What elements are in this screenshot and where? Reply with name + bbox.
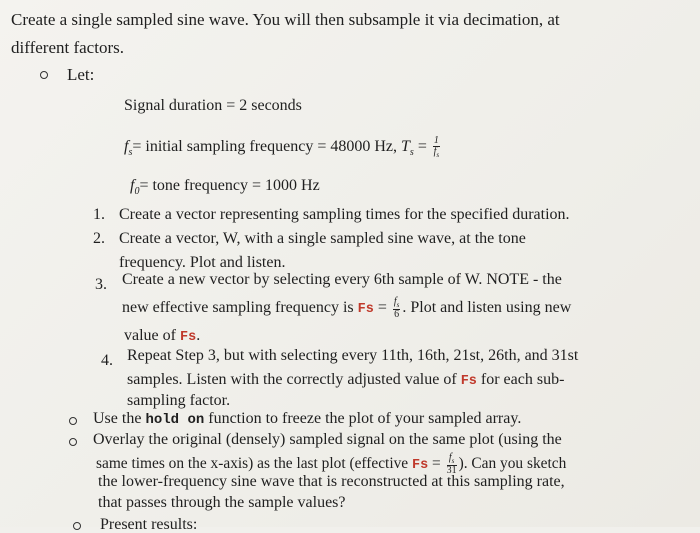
step-3-text-a: Create a new vector by selecting every 6th sample of W. NOTE - the	[122, 271, 562, 288]
step-4-text-a: Repeat Step 3, but with selecting every 11th, 16th, 21st, 26th, and 31st	[127, 347, 579, 364]
bullet-icon	[40, 71, 48, 79]
hold-on-code: hold on	[145, 412, 205, 428]
bullet-icon	[69, 438, 77, 446]
overlay-line-1: Overlay the original (densely) sampled signal on the same plot (using the	[93, 431, 562, 448]
fs-code: Fs	[179, 330, 197, 345]
fs-definition: = initial sampling frequency = 48000 Hz,	[132, 138, 402, 156]
signal-duration: Signal duration = 2 seconds	[124, 97, 302, 114]
step-2-text-b: frequency. Plot and listen.	[119, 254, 286, 271]
hold-on-line: Use the hold on function to freeze the plot of your sampled array.	[93, 410, 522, 428]
fo-definition: = tone frequency = 1000 Hz	[139, 177, 320, 194]
step-3-text-b: new effective sampling frequency is Fs = $\frac{f_s}{6}$ . Plot and listen using new	[122, 296, 572, 320]
ts-fraction: $\frac{1}{f_s}$	[433, 135, 440, 159]
step-1-number: 1.	[93, 206, 105, 223]
tone-frequency-line: $f_0=$ tone frequency = 1000 Hz	[130, 177, 320, 198]
sampling-frequency-line: $f_s=$ initial sampling frequency = 48000 Hz, $T_s$ = $\frac{1}{f_s}$	[124, 135, 440, 159]
step-1-text: Create a vector representing sampling times for the specified duration.	[119, 206, 570, 223]
overlay-line-4: that passes through the sample values?	[98, 494, 346, 511]
overlay-line-2: same times on the x-axis) as the last plot (effective Fs = $\frac{f_s}{31}$ ). Can you sketch	[96, 452, 567, 476]
fs-code: Fs	[357, 302, 374, 318]
bullet-icon	[69, 417, 77, 425]
fs-code: Fs	[411, 458, 429, 474]
let-label: Let:	[67, 65, 95, 84]
step-3-text-c: value of Fs.	[124, 327, 201, 345]
fs-over-6-fraction: $\frac{f_s}{6}$	[393, 296, 400, 320]
step-2-text-a: Create a vector, W, with a single sampled sine wave, at the tone	[119, 230, 526, 247]
bullet-icon	[73, 522, 81, 530]
step-2-number: 2.	[93, 230, 105, 247]
fs-over-31-fraction: $\frac{f_s}{31}$	[446, 452, 457, 476]
intro-line-1: Create a single sampled sine wave. You will then subsample it via decimation, at	[11, 10, 560, 29]
overlay-line-3: the lower-frequency sine wave that is reconstructed at this sampling rate,	[98, 473, 565, 490]
step-3-number: 3.	[95, 276, 107, 293]
step-4-text-c: sampling factor.	[127, 392, 231, 409]
intro-line-2: different factors.	[11, 38, 124, 57]
present-results: Present results:	[100, 516, 198, 533]
fs-code: Fs	[460, 374, 477, 389]
step-4-text-b: samples. Listen with the correctly adjusted value of Fs for each sub-	[127, 371, 565, 389]
step-4-number: 4.	[101, 352, 113, 369]
